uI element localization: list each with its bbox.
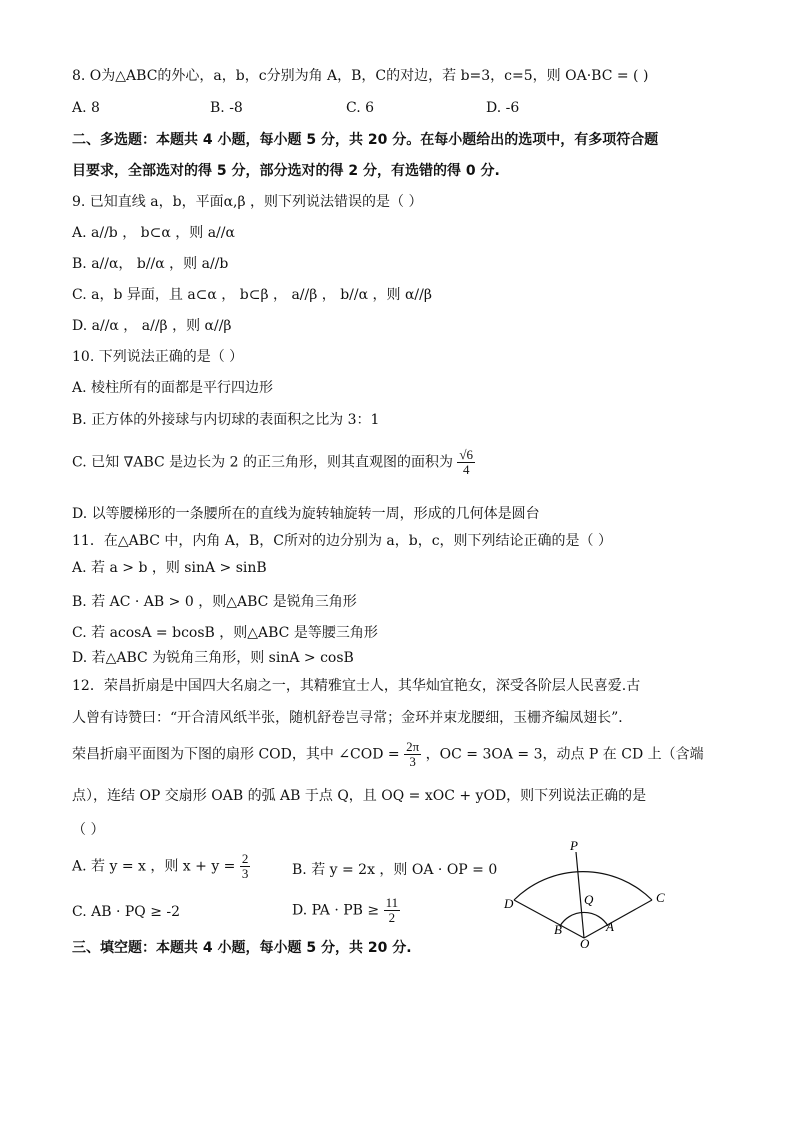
q12-option-d-text: D. PA · PB ≥ — [292, 902, 380, 919]
q9-option-c: C. a，b 异面，且 a⊂α ， b⊂β ， a//β ， b//α ，则 α//β — [72, 287, 432, 303]
q12-line3 — [72, 740, 704, 769]
q12-d-numerator: 11 — [385, 895, 399, 910]
q8-options — [72, 100, 712, 120]
q12-a-denominator: 3 — [241, 866, 249, 881]
q10-option-d: D. 以等腰梯形的一条腰所在的直线为旋转轴旋转一周，形成的几何体是圆台 — [72, 506, 540, 522]
inner-arc-ab — [560, 912, 608, 926]
label-d: D — [504, 896, 514, 911]
q12-line4: 点），连结 OP 交扇形 OAB 的弧 AB 于点 Q，且 OQ = xOC + yOD，则下列说法正确的是 — [72, 788, 647, 804]
q8-option-c: C. 6 — [346, 100, 375, 116]
section3-heading: 三、填空题：本题共 4 小题，每小题 5 分，共 20 分. — [72, 940, 412, 956]
q10-c-numerator: √6 — [459, 447, 474, 462]
q10-option-a: A. 棱柱所有的面都是平行四边形 — [72, 380, 274, 396]
q12-option-b: B. 若 y = 2x ，则 OA · OP = 0 — [292, 862, 498, 878]
q12-line2: 人曾有诗赞曰：“开合清风纸半张，随机舒卷岂寻常；金环并束龙腰细，玉栅齐编凤翅长”． — [72, 710, 633, 726]
section2-heading: 二、多选题：本题共 4 小题，每小题 5 分，共 20 分。在每小题给出的选项中，有多项符合题 — [72, 132, 659, 148]
radius-oc — [584, 900, 652, 938]
outer-arc-cd — [514, 872, 652, 900]
q12-angle-numerator: 2π — [406, 739, 420, 754]
q10-stem: 10. 下列说法正确的是（ ） — [72, 349, 244, 365]
q12-option-a-text: A. 若 y = x ，则 x + y = — [72, 858, 236, 875]
q12-option-a-fraction — [240, 852, 251, 881]
q12-line3-pre: 荣昌折扇平面图为下图的扇形 COD，其中 ∠COD = — [72, 746, 400, 763]
q11-option-b: B. 若 AC · AB > 0 ，则△ABC 是锐角三角形 — [72, 594, 357, 610]
q8-option-d: D. -6 — [486, 100, 520, 116]
q12-a-numerator: 2 — [241, 851, 249, 866]
section2-instructions: 目要求，全部选对的得 5 分，部分选对的得 2 分，有选错的得 0 分. — [72, 163, 500, 179]
q11-option-c: C. 若 acosA = bcosB ，则△ABC 是等腰三角形 — [72, 625, 378, 641]
q10-option-c-fraction — [457, 448, 475, 477]
q10-option-b: B. 正方体的外接球与内切球的表面积之比为 3：1 — [72, 412, 380, 428]
label-a: A — [606, 919, 614, 934]
radius-od — [514, 900, 584, 938]
q9-option-b: B. a//α， b//α ，则 a//b — [72, 256, 229, 272]
label-b: B — [554, 922, 562, 937]
q9-option-a: A. a//b ， b⊂α ，则 a//α — [72, 225, 235, 241]
q10-c-denominator: 4 — [462, 462, 470, 477]
q12-option-c: C. AB · PQ ≥ -2 — [72, 904, 181, 920]
q10-option-c — [72, 448, 475, 477]
q11-option-a: A. 若 a > b ，则 sinA > sinB — [72, 560, 267, 576]
q12-option-a — [72, 852, 250, 881]
q12-angle-denominator: 3 — [409, 754, 416, 769]
q8-option-b: B. -8 — [210, 100, 243, 116]
label-q: Q — [584, 892, 594, 907]
fan-sector-figure — [500, 838, 700, 950]
q12-paren: （ ） — [72, 822, 105, 838]
q12-d-denominator: 2 — [388, 910, 396, 925]
q12-option-d — [292, 896, 400, 925]
q11-option-d: D. 若△ABC 为锐角三角形，则 sinA > cosB — [72, 650, 354, 666]
q12-line3-post: ，OC = 3OA = 3，动点 P 在 CD 上（含端 — [425, 746, 704, 763]
label-c: C — [656, 890, 665, 905]
q12-line1: 12．荣昌折扇是中国四大名扇之一，其精雅宜士人，其华灿宜艳女，深受各阶层人民喜爱.古 — [72, 678, 641, 694]
q9-option-d: D. a//α ， a//β ，则 α//β — [72, 318, 232, 334]
q9-stem: 9. 已知直线 a，b，平面α,β ，则下列说法错误的是（ ） — [72, 194, 423, 210]
q8-stem: 8. O为△ABC的外心，a，b，c分别为角 A，B，C的对边，若 b=3，c=5，则 OA·BC = ( ) — [72, 68, 649, 84]
label-o: O — [580, 936, 590, 950]
label-p: P — [570, 838, 578, 853]
q10-option-c-text: C. 已知 ∇ABC 是边长为 2 的正三角形，则其直观图的面积为 — [72, 454, 453, 471]
q11-stem: 11．在△ABC 中，内角 A，B，C所对的边分别为 a，b，c，则下列结论正确的是（ ） — [72, 533, 613, 549]
segment-op — [576, 852, 584, 938]
q8-option-a: A. 8 — [72, 100, 100, 116]
q12-option-d-fraction — [384, 896, 401, 925]
q12-angle-fraction — [404, 740, 421, 769]
